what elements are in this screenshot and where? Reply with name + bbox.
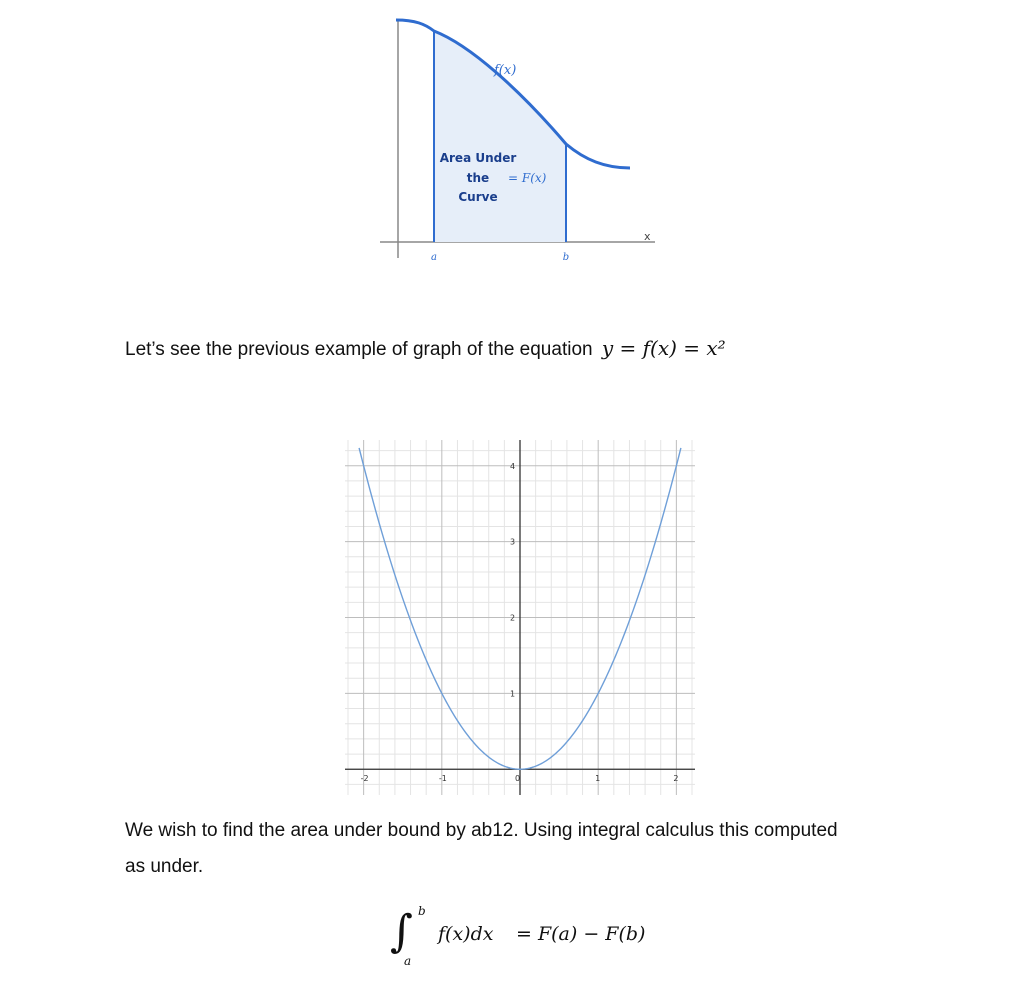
intro-text: Let’s see the previous example of graph of the equation [125,339,593,360]
y-tick-label: 2 [510,613,516,623]
x-axis-label: x [644,230,651,243]
paragraph2-line1: We wish to find the area under bound by ab12. Using integral calculus this computed [125,820,838,841]
b-label: b [562,252,570,263]
a-label: a [431,252,437,263]
area-label-line3: Curve [458,190,498,204]
integral-upper-limit: b [418,904,426,918]
x-tick-label: -2 [360,774,369,784]
area-under-curve-figure [370,0,670,270]
area-label-line2: the [466,171,490,185]
integral-lower-limit: a [404,954,412,968]
integrand: f(x)dx [438,923,494,945]
x-tick-label: 1 [595,774,601,784]
equation-y-fx-x2: y = f(x) = x² [601,336,726,360]
fx-label: f(x) [494,63,517,78]
y-tick-label: 1 [510,689,516,699]
x-tick-label: -1 [438,774,447,784]
integral-result: = F(a) − F(b) [516,923,646,945]
x-tick-label: 2 [673,774,679,784]
paragraph-area-bound [125,813,925,885]
paragraph-equation-intro [125,330,726,368]
paragraph2-line2: as under. [125,856,204,877]
integral-sign: ∫ [390,906,413,957]
parabola-chart [345,440,695,795]
y-tick-label: 4 [510,461,516,471]
y-tick-label: 3 [510,537,516,547]
area-label-line1: Area Under [439,151,517,165]
integral-formula [390,904,690,974]
equals-Fx-label: = F(x) [508,171,547,185]
x-tick-label: 0 [515,774,521,784]
